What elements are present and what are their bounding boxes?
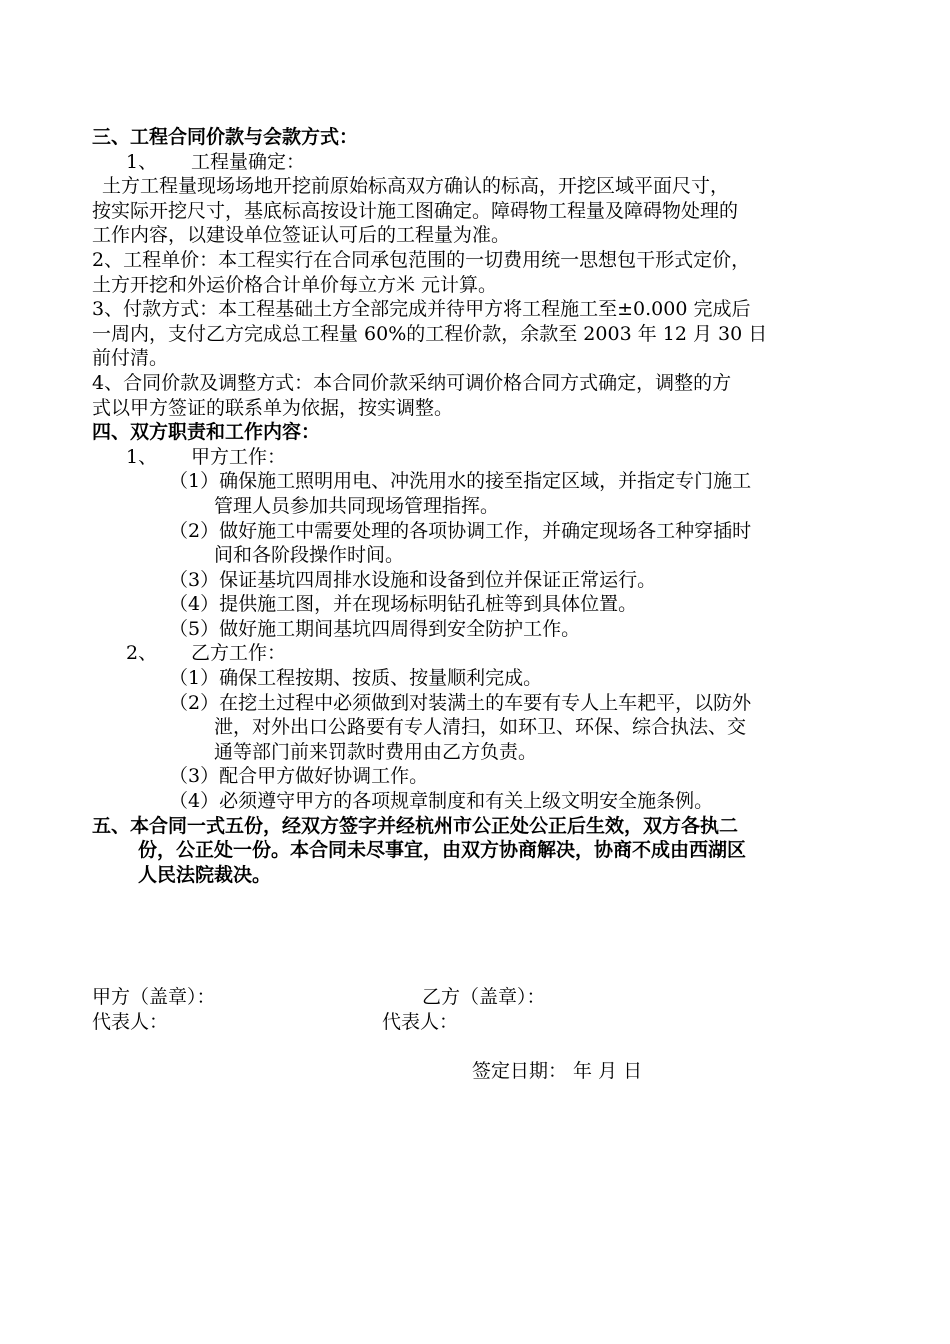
list-item: （3）配合甲方做好协调工作。 — [169, 765, 429, 788]
list-item-continuation: 泄，对外出口公路要有专人清扫，如环卫、环保、综合执法、交 — [214, 716, 747, 739]
paragraph-line: 前付清。 — [92, 347, 169, 370]
list-item: （1）确保施工照明用电、冲洗用水的接至指定区域，并指定专门施工 — [169, 470, 752, 493]
paragraph-line: 2、工程单价：本工程实行在合同承包范围的一切费用统一思想包干形式定价， — [92, 248, 751, 271]
paragraph-line: 按实际开挖尺寸，基底标高按设计施工图确定。障碍物工程量及障碍物处理的 — [92, 199, 739, 222]
list-item-continuation: 管理人员参加共同现场管理指挥。 — [214, 494, 500, 517]
paragraph-line: 一周内，支付乙方完成总工程量 60%的工程价款，余款至 2003 年 12 月 30 日 — [92, 322, 768, 345]
party-a-header — [92, 445, 872, 470]
list-item: （5）做好施工期间基坑四周得到安全防护工作。 — [169, 617, 581, 640]
list-item: （1）确保工程按期、按质、按量顺利完成。 — [169, 667, 543, 690]
section5-line: 五、本合同一式五份，经双方签字并经杭州市公正处公正后生效，双方各执二 — [92, 814, 739, 837]
paragraph-line: 4、合同价款及调整方式：本合同价款采纳可调价格合同方式确定，调整的方 — [92, 371, 732, 394]
contract-page — [92, 125, 872, 1083]
party-b-seal-label: 乙方（盖章）： — [422, 986, 546, 1009]
representative-row — [92, 1010, 872, 1035]
party-a-representative-label: 代表人： — [92, 1011, 169, 1033]
item-number: 2、 — [126, 642, 158, 665]
list-item: （2）在挖土过程中必须做到对装满土的车要有专人上车耙平，以防外 — [169, 691, 752, 714]
party-a-seal-label: 甲方（盖章）： — [92, 986, 216, 1009]
signing-date: 签定日期： 年 月 日 — [472, 1059, 643, 1082]
party-b-representative-label: 代表人： — [382, 1011, 459, 1033]
item-title: 工程量确定： — [191, 150, 306, 173]
paragraph-line: 3、付款方式：本工程基础土方全部完成并待甲方将工程施工至±0.000 完成后 — [92, 298, 751, 321]
paragraph-line: 土方开挖和外运价格合计单价每立方米 元计算。 — [92, 273, 498, 296]
list-item: （4）提供施工图，并在现场标明钻孔桩等到具体位置。 — [169, 593, 638, 616]
seal-row — [92, 985, 872, 1010]
list-item: （3）保证基坑四周排水设施和设备到位并保证正常运行。 — [169, 568, 657, 591]
section3-heading: 三、工程合同价款与会款方式： — [92, 126, 359, 148]
list-item-continuation: 间和各阶段操作时间。 — [214, 544, 405, 567]
list-item-continuation: 通等部门前来罚款时费用由乙方负责。 — [214, 740, 538, 763]
item-number: 1、 — [126, 150, 158, 173]
section3-item1-header — [92, 150, 872, 175]
paragraph-line: 土方工程量现场场地开挖前原始标高双方确认的标高，开挖区域平面尺寸， — [102, 175, 730, 198]
paragraph-line: 工作内容，以建设单位签证认可后的工程量为准。 — [92, 224, 511, 247]
item-title: 甲方工作： — [191, 445, 287, 468]
section5-line: 人民法院裁决。 — [138, 863, 272, 886]
list-item: （4）必须遵守甲方的各项规章制度和有关上级文明安全施条例。 — [169, 790, 714, 813]
spacer — [92, 887, 872, 985]
item-number: 1、 — [126, 445, 158, 468]
party-b-header — [92, 641, 872, 666]
list-item: （2）做好施工中需要处理的各项协调工作，并确定现场各工种穿插时 — [169, 519, 752, 542]
item-title: 乙方工作： — [191, 642, 287, 665]
paragraph-line: 式以甲方签证的联系单为依据，按实调整。 — [92, 396, 454, 419]
section5-line: 份，公正处一份。本合同未尽事宜，由双方协商解决，协商不成由西湖区 — [138, 839, 747, 862]
section4-heading: 四、双方职责和工作内容： — [92, 421, 321, 444]
